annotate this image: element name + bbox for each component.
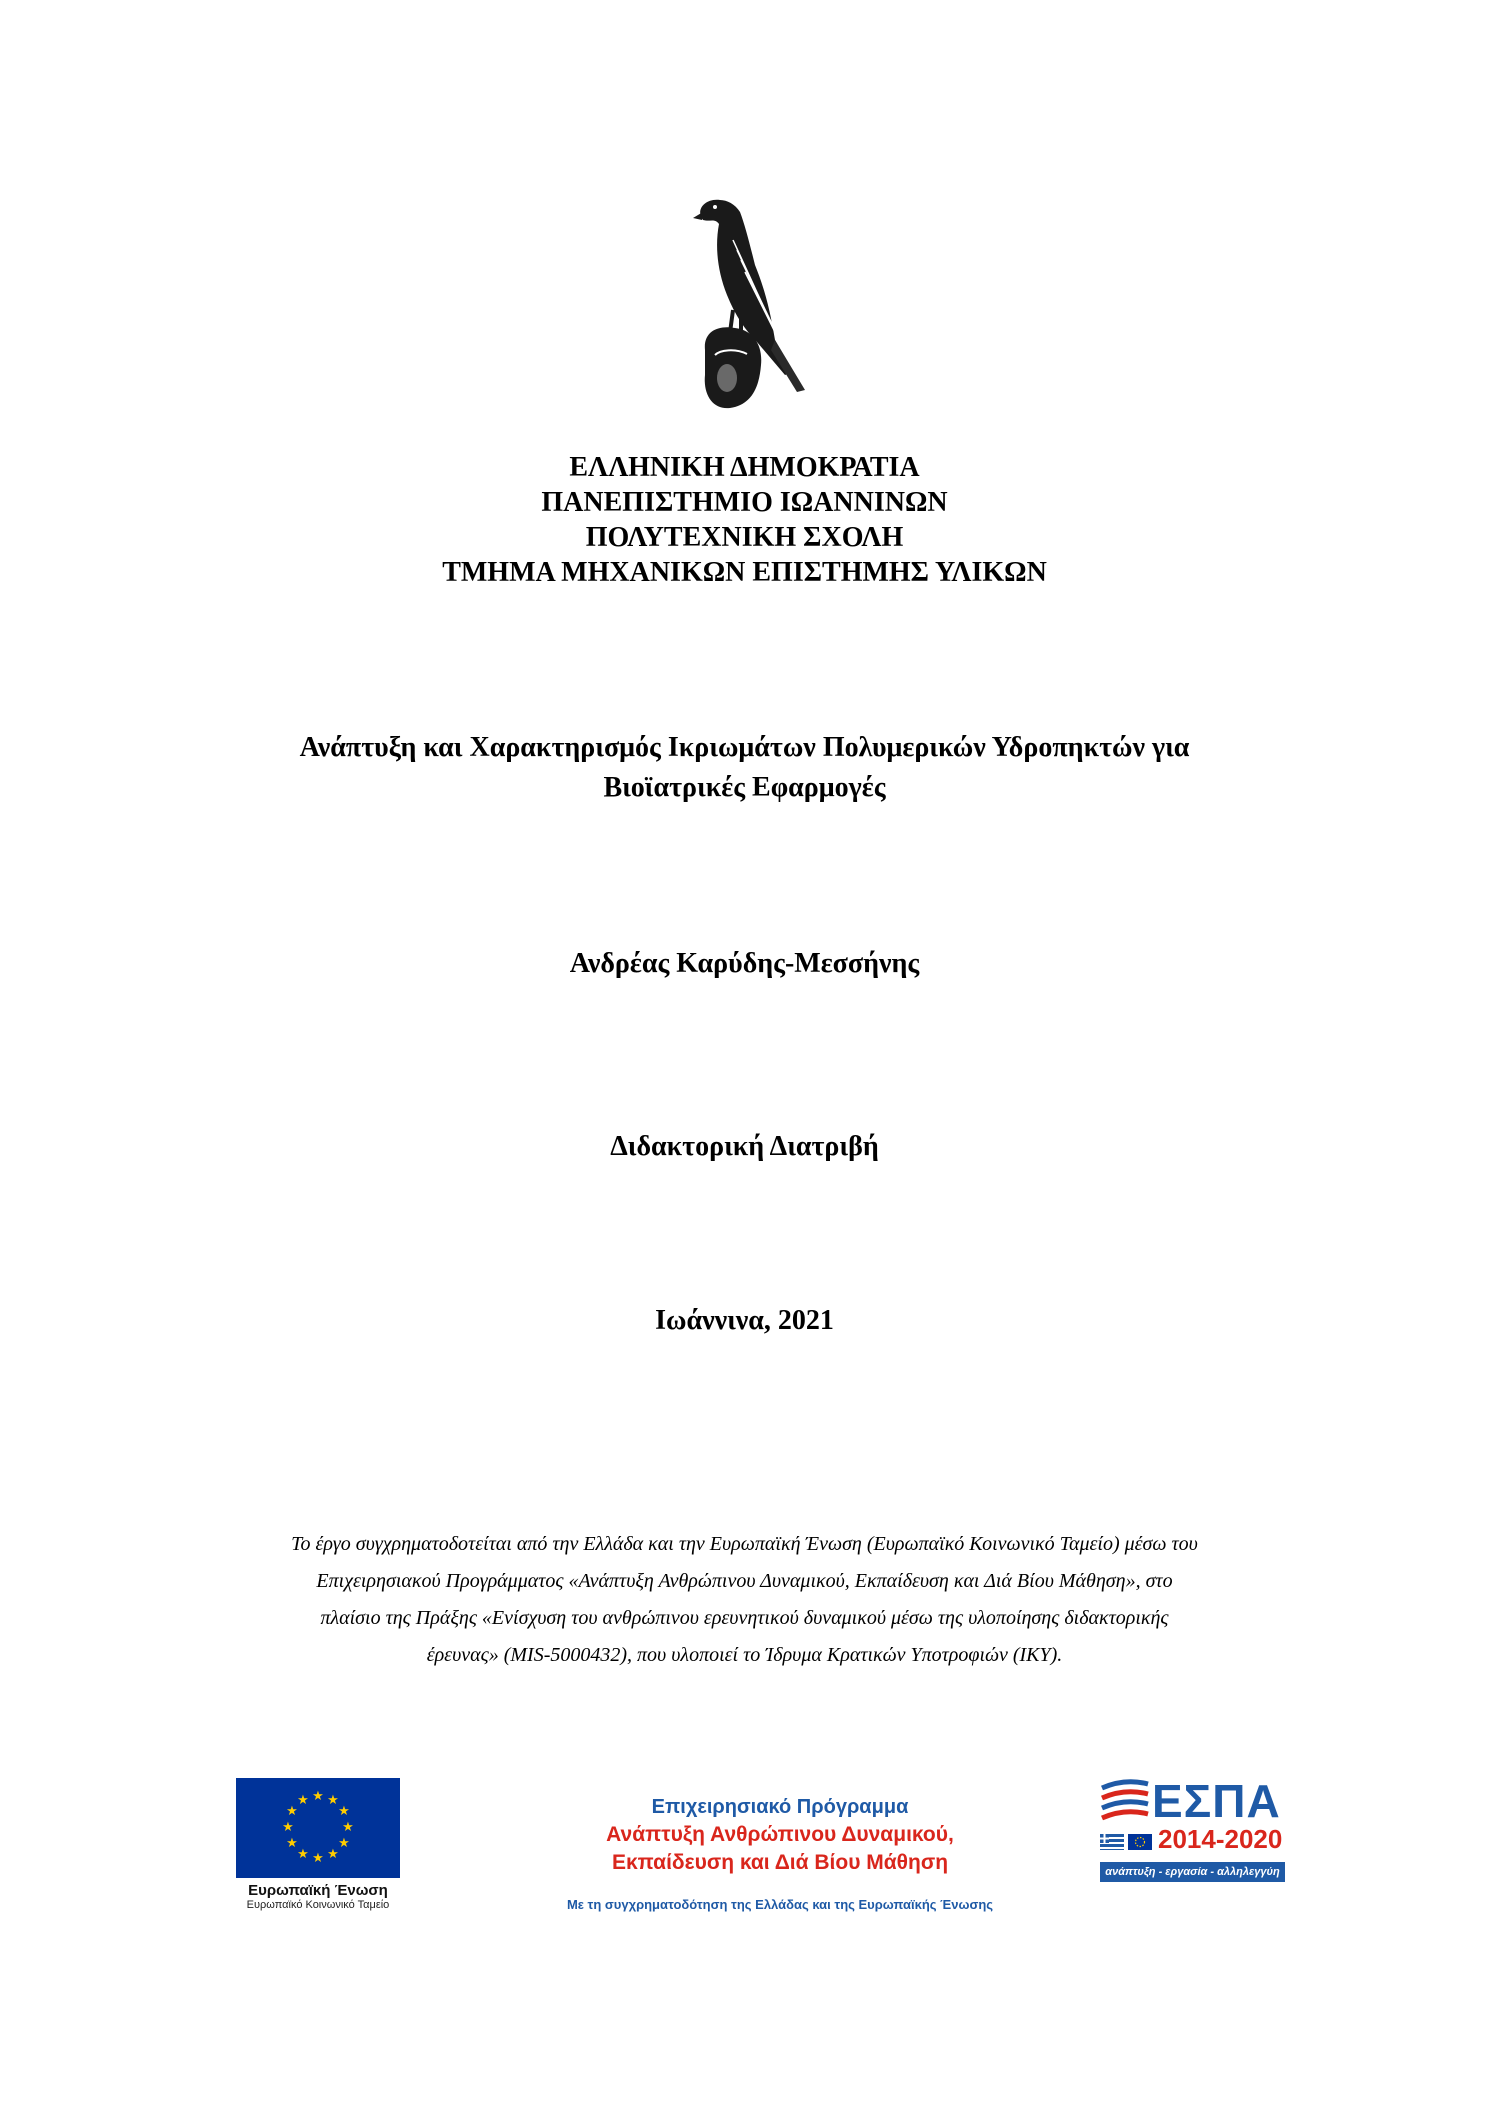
op-logo-line-2: Ανάπτυξη Ανθρώπινου Δυναμικού, xyxy=(606,1823,954,1846)
thesis-author: Ανδρέας Καρύδης-Μεσσήνης xyxy=(569,948,920,979)
greece-eu-flags-icon xyxy=(1100,1834,1152,1850)
espa-logo-word: ΕΣΠΑ xyxy=(1152,1775,1281,1827)
svg-text:★: ★ xyxy=(327,1847,339,1862)
svg-text:★: ★ xyxy=(312,1789,324,1804)
thesis-title-line-2: Βιοϊατρικές Εφαρμογές xyxy=(603,772,886,803)
funding-line-4: έρευνας» (MIS-5000432), που υλοποιεί το Ίδρυμα Κρατικών Υποτροφιών (ΙΚΥ). xyxy=(426,1644,1063,1666)
svg-text:★: ★ xyxy=(297,1847,309,1862)
svg-text:★: ★ xyxy=(286,1836,298,1851)
svg-text:★: ★ xyxy=(342,1820,354,1835)
operational-programme-logo xyxy=(520,1793,1040,1912)
svg-text:★: ★ xyxy=(338,1836,350,1851)
svg-text:★: ★ xyxy=(327,1793,339,1808)
op-logo-line-4: Με τη συγχρηματοδότηση της Ελλάδας και της Ευρωπαϊκής Ένωσης xyxy=(566,1897,994,1912)
funding-line-2: Επιχειρησιακού Προγράμματος «Ανάπτυξη Ανθρώπινου Δυναμικού, Εκπαίδευση και Διά Βίου Μάθηση», στο xyxy=(316,1570,1173,1592)
espa-logo-years: 2014-2020 xyxy=(1158,1824,1283,1854)
espa-logo xyxy=(1100,1776,1290,1886)
institution-department: ΤΜΗΜΑ ΜΗΧΑΝΙΚΩΝ ΕΠΙΣΤΗΜΗΣ ΥΛΙΚΩΝ xyxy=(442,557,1047,588)
eu-logo-name: Ευρωπαϊκή Ένωση xyxy=(248,1882,388,1899)
op-logo-line-3: Εκπαίδευση και Διά Βίου Μάθηση xyxy=(611,1851,949,1874)
svg-text:★: ★ xyxy=(282,1820,294,1835)
thesis-place-date: Ιωάννινα, 2021 xyxy=(655,1305,834,1336)
eu-logo xyxy=(236,1778,400,1911)
svg-text:★: ★ xyxy=(338,1804,350,1819)
svg-text:★: ★ xyxy=(297,1793,309,1808)
university-eagle-emblem xyxy=(675,190,825,420)
institution-block xyxy=(0,450,1489,590)
eu-flag-icon xyxy=(236,1778,400,1878)
eu-logo-subtitle: Ευρωπαϊκό Κοινωνικό Ταμείο xyxy=(246,1899,390,1911)
espa-stripes-icon xyxy=(1100,1778,1150,1828)
svg-text:★: ★ xyxy=(312,1851,324,1866)
svg-text:★: ★ xyxy=(286,1804,298,1819)
op-logo-line-1: Επιχειρησιακό Πρόγραμμα xyxy=(651,1796,909,1818)
funding-line-1: Το έργο συγχρηματοδοτείται από την Ελλάδα και την Ευρωπαϊκή Ένωση (Ευρωπαϊκό Κοινωνικό Ταμείο) μέσω του xyxy=(291,1533,1198,1555)
thesis-type: Διδακτορική Διατριβή xyxy=(610,1131,879,1162)
espa-logo-tagline: ανάπτυξη - εργασία - αλληλεγγύη xyxy=(1100,1862,1285,1882)
thesis-title xyxy=(0,728,1489,808)
funding-line-3: πλαίσιο της Πράξης «Ενίσχυση του ανθρώπινου ερευνητικού δυναμικού μέσω της υλοποίησης διδακτορικής xyxy=(320,1607,1169,1629)
institution-country: ΕΛΛΗΝΙΚΗ ΔΗΜΟΚΡΑΤΙΑ xyxy=(569,452,920,483)
thesis-title-line-1: Ανάπτυξη και Χαρακτηρισμός Ικριωμάτων Πολυμερικών Υδροπηκτών για xyxy=(299,732,1190,763)
institution-university: ΠΑΝΕΠΙΣΤΗΜΙΟ ΙΩΑΝΝΙΝΩΝ xyxy=(541,487,948,518)
institution-school: ΠΟΛΥΤΕΧΝΙΚΗ ΣΧΟΛΗ xyxy=(585,522,904,553)
funding-statement xyxy=(0,1526,1489,1674)
